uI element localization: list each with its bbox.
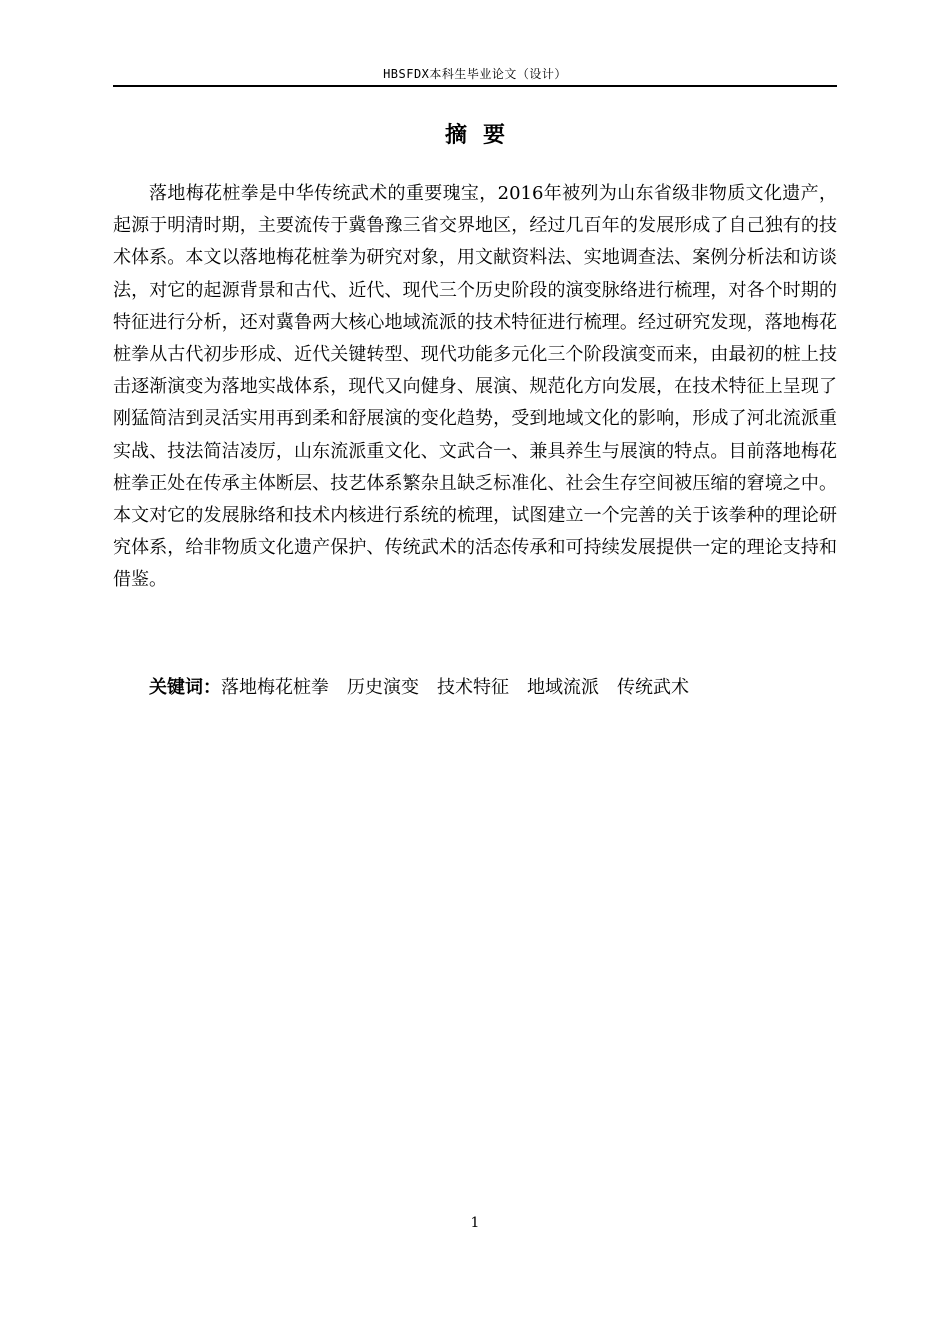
keyword-item: 地域流派 xyxy=(527,677,599,698)
keywords-line xyxy=(149,672,837,704)
keywords-label: 关键词： xyxy=(149,677,221,698)
abstract-paragraph: 落地梅花桩拳是中华传统武术的重要瑰宝，2016年被列为山东省级非物质文化遗产，起源于明清时期，主要流传于冀鲁豫三省交界地区，经过几百年的发展形成了自己独有的技术体系。本文以落地梅花桩拳为研究对象，用文献资料法、实地调查法、案例分析法和访谈法，对它的起源背景和古代、近代、现代三个历史阶段的演变脉络进行梳理，对各个时期的特征进行分析，还对冀鲁两大核心地域流派的技术特征进行梳理。经过研究发现，落地梅花桩拳从古代初步形成、近代关键转型、现代功能多元化三个阶段演变而来，由最初的桩上技击逐渐演变为落地实战体系，现代又向健身、展演、规范化方向发展，在技术特征上呈现了刚猛简洁到灵活实用再到柔和舒展演的变化趋势，受到地域文化的影响，形成了河北流派重实战、技法简洁凌厉，山东流派重文化、文武合一、兼具养生与展演的特点。目前落地梅花桩拳正处在传承主体断层、技艺体系繁杂且缺乏标准化、社会生存空间被压缩的窘境之中。本文对它的发展脉络和技术内核进行系统的梳理，试图建立一个完善的关于该拳种的理论研究体系，给非物质文化遗产保护、传统武术的活态传承和可持续发展提供一定的理论支持和借鉴。 xyxy=(113,183,837,591)
abstract-title: 摘要 xyxy=(444,123,521,148)
keyword-item: 技术特征 xyxy=(437,677,509,698)
keyword-item: 落地梅花桩拳 xyxy=(221,677,329,698)
running-header: HBSFDX本科生毕业论文（设计） xyxy=(383,67,567,81)
keyword-item: 传统武术 xyxy=(617,677,689,698)
keyword-item: 历史演变 xyxy=(347,677,419,698)
header-rule xyxy=(113,85,837,87)
page-number: 1 xyxy=(470,1215,480,1231)
